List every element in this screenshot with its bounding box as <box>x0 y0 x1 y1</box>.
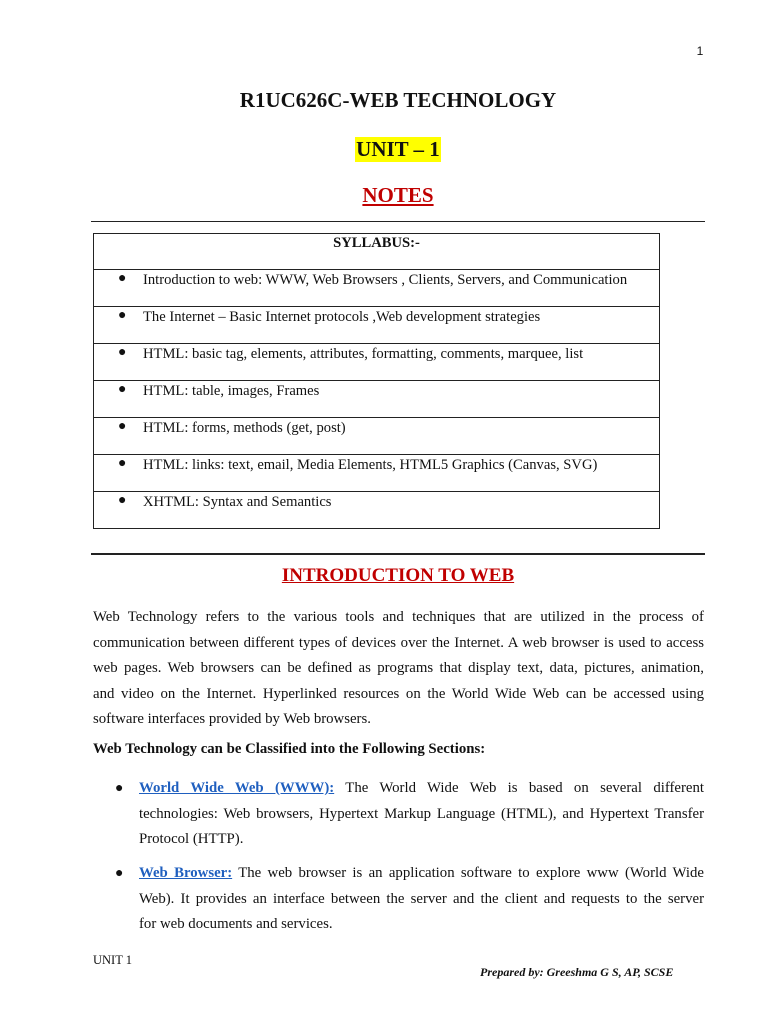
web-browser-link[interactable]: Web Browser: <box>139 865 233 881</box>
syllabus-row <box>94 270 660 307</box>
unit-heading: UNIT – 1 <box>356 137 440 161</box>
paragraph-line: software interfaces provided by Web browsers. <box>93 711 371 727</box>
bullet-icon: ● <box>118 382 127 397</box>
paragraph-line: Web Technology refers to the various tools and techniques that are utilized in the process of <box>93 609 704 625</box>
section-text: for web documents and services. <box>139 916 333 932</box>
unit-heading-wrap <box>0 137 768 162</box>
bullet-icon: ● <box>115 781 124 796</box>
section-text: Web). It provides an interface between the server and the client and requests to the server <box>139 890 704 907</box>
syllabus-item: Introduction to web: WWW, Web Browsers , Clients, Servers, and Communication <box>143 272 628 288</box>
section-text: Protocol (HTTP). <box>139 831 244 847</box>
syllabus-row <box>94 307 660 344</box>
divider-middle <box>91 553 705 555</box>
list-item <box>93 861 704 938</box>
syllabus-item: HTML: table, images, Frames <box>143 383 320 399</box>
bullet-icon: ● <box>118 345 127 360</box>
syllabus-item: HTML: forms, methods (get, post) <box>143 420 346 436</box>
syllabus-row <box>94 381 660 418</box>
section-text: technologies: Web browsers, Hypertext Markup Language (HTML), and Hypertext Transfer <box>139 805 704 822</box>
syllabus-row <box>94 344 660 381</box>
footer-unit: UNIT 1 <box>93 953 133 967</box>
section-text: The web browser is an application software to explore www (World Wide <box>238 865 704 881</box>
syllabus-heading: SYLLABUS:- <box>94 234 660 270</box>
bullet-icon: ● <box>118 456 127 471</box>
intro-heading: INTRODUCTION TO WEB <box>281 565 515 586</box>
document-title: R1UC626C-WEB TECHNOLOGY <box>239 88 557 112</box>
www-link[interactable]: World Wide Web (WWW): <box>139 780 335 796</box>
paragraph-line: communication between different types of devices over the Internet. A web browser is used to access <box>93 634 704 651</box>
syllabus-row <box>94 492 660 529</box>
syllabus-item: XHTML: Syntax and Semantics <box>143 494 332 510</box>
section-text: The World Wide Web is based on several different <box>345 780 704 796</box>
syllabus-table <box>93 233 660 529</box>
syllabus-row <box>94 455 660 492</box>
classification-heading: Web Technology can be Classified into the Following Sections: <box>93 741 486 757</box>
bullet-icon: ● <box>115 866 124 881</box>
divider-top <box>91 221 705 222</box>
syllabus-row <box>94 418 660 455</box>
page-number: 1 <box>696 44 704 58</box>
syllabus-item: The Internet – Basic Internet protocols ,Web development strategies <box>143 309 541 325</box>
paragraph-line: and video on the Internet. Hyperlinked resources on the World Wide Web can be accessed using <box>93 685 704 702</box>
bullet-icon: ● <box>118 271 127 286</box>
syllabus-item: HTML: links: text, email, Media Elements, HTML5 Graphics (Canvas, SVG) <box>143 457 598 473</box>
footer-author: Prepared by: Greeshma G S, AP, SCSE <box>480 965 674 979</box>
list-item <box>93 776 704 853</box>
notes-heading: NOTES <box>362 183 434 207</box>
bullet-icon: ● <box>118 419 127 434</box>
bullet-icon: ● <box>118 493 127 508</box>
intro-paragraph <box>93 605 704 733</box>
paragraph-line: web pages. Web browsers can be defined as programs that display text, data, pictures, animation, <box>93 660 704 676</box>
syllabus-item: HTML: basic tag, elements, attributes, formatting, comments, marquee, list <box>143 346 584 362</box>
bullet-icon: ● <box>118 308 127 323</box>
